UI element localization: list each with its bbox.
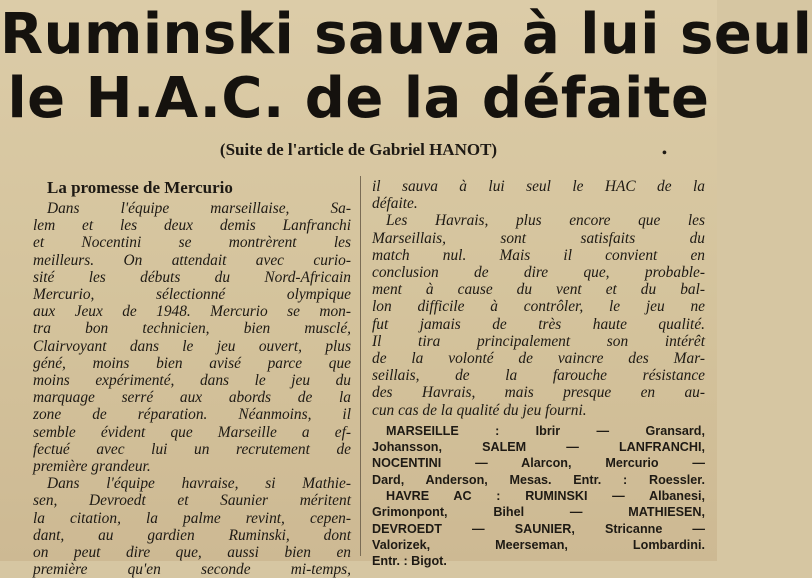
text-line: tra bon technicien, bien musclé, (33, 320, 351, 338)
article-subheadline: (Suite de l'article de Gabriel HANOT) (219, 140, 498, 159)
section-title: La promesse de Mercurio (47, 178, 233, 197)
text-line: Mercurio, sélectionné olympique (33, 286, 351, 304)
text-line: des Havrais, mais presque en au- (372, 384, 705, 402)
text-line: première qu'en seconde mi-temps, (33, 561, 351, 578)
right-column (372, 178, 705, 570)
left-column (33, 178, 351, 578)
text-line: Les Havrais, plus encore que les (386, 212, 705, 230)
column-divider (360, 176, 361, 556)
headline-line-2: le H.A.C. de la défaite (7, 66, 710, 131)
text-line: sité les débuts du Nord-Africain (33, 268, 351, 286)
lineup-line: MARSEILLE : Ibrir — Gransard, (386, 423, 705, 438)
text-line: zone de réparation. Néanmoins, il (33, 406, 351, 424)
text-line: sen, Devroedt et Saunier méritent (33, 492, 351, 510)
text-line: lon difficile à contrôler, le jeu ne (372, 298, 705, 316)
text-line: meilleurs. On attendait avec curio- (33, 251, 351, 269)
text-line: cun cas de la qualité du jeu fourni. (372, 401, 587, 419)
text-line: moins expérimenté, dans le jeu du (33, 372, 351, 390)
text-line: match nul. Mais il convient en (372, 246, 705, 264)
text-line: fut jamais de très haute qualité. (372, 315, 705, 333)
headline-line-1: Ruminski sauva à lui seul (0, 2, 812, 67)
lineup-line: DEVROEDT — SAUNIER, Stricanne — (372, 521, 705, 536)
text-line: Marseillais, sont satisfaits du (372, 229, 705, 247)
lineup-line: Grimonpont, Bihel — MATHIESEN, (372, 505, 705, 520)
text-line: dant, au gardien Ruminski, dont (33, 526, 351, 544)
text-line: on peut dire que, aussi bien en (33, 544, 351, 562)
text-line: première grandeur. (33, 458, 151, 476)
text-line: conclusion de dire que, probable- (372, 264, 705, 282)
ornament-dot: • (662, 146, 667, 161)
text-line: aux Jeux de 1948. Mercurio se mon- (33, 303, 351, 321)
text-line: marquage serré aux abords de la (33, 389, 351, 407)
text-line: la citation, la palme revint, cepen- (33, 509, 351, 527)
text-line: il sauva à lui seul le HAC de la (372, 178, 705, 195)
text-line: ment à cause du vent et du bal- (372, 281, 705, 299)
text-line: semble évident que Marseille a ef- (33, 423, 351, 441)
text-line: Clairvoyant dans le jeu ouvert, plus (33, 337, 351, 355)
lineup-line: Johansson, SALEM — LANFRANCHI, (372, 440, 705, 455)
lineup-line: HAVRE AC : RUMINSKI — Albanesi, (386, 489, 705, 504)
lineup-line: Valorizek, Meerseman, Lombardini. (372, 537, 705, 552)
lineup-line: Entr. : Bigot. (372, 554, 447, 569)
text-line: Dans l'équipe marseillaise, Sa- (47, 200, 351, 217)
text-line: Il tira principalement son intérêt (372, 332, 705, 350)
text-line: défaite. (372, 195, 418, 213)
text-line: seillais, de la farouche résistance (372, 367, 705, 385)
text-line: de la volonté de vaincre des Mar- (372, 350, 705, 368)
text-line: fectué avec lui un recrutement de (33, 440, 351, 458)
lineup-line: Dard, Anderson, Mesas. Entr. : Roessler. (372, 472, 705, 487)
text-line: géné, moins bien avisé parce que (33, 354, 351, 372)
text-line: et Nocentini se montrèrent les (33, 234, 351, 252)
text-line: Dans l'équipe havraise, si Mathie- (47, 475, 351, 493)
team-lineups (372, 423, 705, 570)
lineup-line: NOCENTINI — Alarcon, Mercurio — (372, 456, 705, 471)
text-line: lem et les deux demis Lanfranchi (33, 217, 351, 235)
